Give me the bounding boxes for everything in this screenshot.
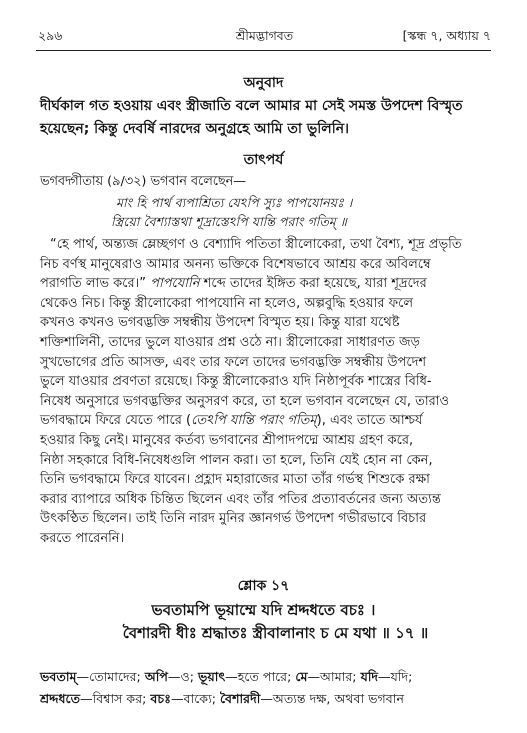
word-meaning: —ও; bbox=[167, 669, 198, 684]
synonyms-line bbox=[40, 688, 489, 710]
gita-verse-line: স্ত্রিয়ো বৈশ্যাস্তথা শূদ্রাস্তেঽপি যান্তি পরাং গতিম্ ॥ bbox=[111, 214, 347, 229]
sloka-verse bbox=[0, 599, 527, 645]
synonyms-line bbox=[40, 666, 489, 688]
purport-emphasis: পাপযোনি bbox=[150, 276, 200, 292]
word-meaning: —অত্যন্ত দক্ষ, অথবা ভগবান bbox=[260, 691, 404, 706]
word-meaning: —বিশ্বাস কর; bbox=[80, 691, 151, 706]
purport-line: সুখভোগের প্রতি আসক্ত, এবং তার ফলে তাদের ভগবদ্ভক্তি সম্বন্ধীয় উপদেশ bbox=[40, 354, 427, 370]
purport-line: থেকেও নিচ। কিন্তু স্ত্রীলোকেরা পাপযোনি না হলেও, অল্পবুদ্ধি হওয়ার ফলে bbox=[40, 295, 414, 311]
purport-line: “হে পার্থ, অন্ত্যজ ম্লেচ্ছগণ ও বেশ্যাদি পতিতা স্ত্রীলোকেরা, তথা বৈশ্য, শূদ্র প্রভৃতি bbox=[50, 237, 462, 252]
gita-verse-line: মাং হি পার্থ ব্যপাশ্রিত্য যেঽপি স্যুঃ পাপযোনয়ঃ । bbox=[116, 195, 353, 210]
sanskrit-word: ভূয়াৎ bbox=[197, 669, 226, 684]
purport-line: উৎকণ্ঠিত ছিলেন। তাই তিনি নারদ মুনির জ্ঞানগর্ভ উপদেশ গভীরভাবে বিচার bbox=[40, 511, 427, 527]
purport-paragraph bbox=[40, 235, 489, 549]
sanskrit-word: শ্রদ্দধতে bbox=[40, 691, 81, 706]
purport-line: কখনও কখনও ভগবদ্ভক্তি সম্বন্ধীয় উপদেশ বিস্মৃত হয়। কিন্তু যারা যথেষ্ট bbox=[40, 315, 400, 331]
header-rule bbox=[36, 50, 491, 51]
purport-text: পরাগতি লাভ করে।” bbox=[40, 276, 151, 292]
translation-heading: অনুবাদ bbox=[243, 75, 284, 91]
purport-line: করার ব্যাপারে অধিক চিন্তিত ছিলেন এবং তাঁর পতির প্রত্যাবর্তনের জন্য অত্যন্ত bbox=[40, 491, 441, 507]
sanskrit-word: বচঃ bbox=[150, 691, 171, 706]
sanskrit-word: যদি bbox=[360, 669, 379, 684]
purport-line: হওয়ার কিছু নেই। মানুষের কর্তব্য ভগবানের শ্রীপাদপদ্মে আশ্রয় গ্রহণ করে, bbox=[40, 432, 414, 448]
purport-line: নিষ্ঠা সহকারে বিধি-নিষেধগুলি পালন করা। তা হলে, তিনি যেই হোন না কেন, bbox=[40, 452, 433, 468]
sloka-line: ভবতামপি ভূয়াম্মে যদি শ্রদ্দধতে বচঃ । bbox=[151, 601, 376, 619]
purport-emphasis: তেঽপি যান্তি পরাং গতিম্ bbox=[191, 413, 317, 429]
purport-text: ), এবং তাতে আশ্চর্য bbox=[316, 413, 423, 429]
purport-line: ভুলে যাওয়ার প্রবণতা রয়েছে। কিন্তু স্ত্রীলোকেরাও যদি নিষ্ঠাপূর্বক শাস্ত্রের বিধি- bbox=[40, 374, 432, 390]
chapter-reference: [স্কন্ধ ৭, অধ্যায় ৭ bbox=[402, 28, 491, 43]
purport-text: শব্দে তাদের ইঙ্গিত করা হয়েছে, যারা শূদ্রদের bbox=[199, 276, 427, 292]
word-meaning: —যদি; bbox=[378, 669, 413, 684]
purport-heading: তাৎপর্য bbox=[243, 152, 284, 168]
word-meaning: —আমার; bbox=[307, 669, 361, 684]
translation-text bbox=[40, 95, 489, 141]
sanskrit-word: ভবতাম্ bbox=[40, 669, 77, 684]
sanskrit-word: বৈশারদী bbox=[219, 691, 261, 706]
word-meaning: —বাক্যে; bbox=[170, 691, 220, 706]
sanskrit-word: অপি bbox=[144, 669, 168, 684]
purport-intro bbox=[40, 172, 489, 192]
purport-line: নিচ বর্ণস্থ মানুষেরাও আমার অনন্য ভক্তিকে বিশেষভাবে আশ্রয় করে অবিলম্বে bbox=[40, 256, 431, 272]
book-title: শ্রীমদ্ভাগবত bbox=[235, 28, 294, 43]
purport-line: শক্তিশালিনী, তাদের ভুলে যাওয়ার প্রশ্ন ওঠে না। স্ত্রীলোকেরা সাধারণত জড় bbox=[40, 334, 420, 350]
purport-line: করতে পারেননি। bbox=[40, 530, 125, 546]
page-header bbox=[38, 28, 491, 48]
translation-line: দীর্ঘকাল গত হওয়ায় এবং স্ত্রীজাতি বলে আমার মা সেই সমস্ত উপদেশ বিস্মৃত bbox=[40, 98, 463, 114]
sanskrit-word: মে bbox=[295, 669, 308, 684]
purport-line bbox=[40, 411, 489, 431]
synonyms bbox=[40, 666, 489, 710]
sloka-line: বৈশারদী ধীঃ শ্রদ্ধাতঃ স্ত্রীবালানাং চ মে যথা ॥ ১৭ ॥ bbox=[122, 624, 429, 642]
purport-line: তিনি ভগবদ্ধামে ফিরে যাবেন। প্রহ্লাদ মহারাজের মাতা তাঁর গর্ভস্থ শিশুকে রক্ষা bbox=[40, 472, 430, 488]
purport-line: নিষেধ অনুসারে ভগবদ্ভক্তির অনুসরণ করে, তা হলে ভগবান বলেছেন যে, তারাও bbox=[40, 393, 450, 409]
page-number: ২৯৬ bbox=[38, 28, 63, 43]
word-meaning: —তোমাদের; bbox=[76, 669, 145, 684]
sloka-heading: শ্লোক ১৭ bbox=[237, 578, 290, 594]
purport-text: ভগবদ্ধামে ফিরে যেতে পারে ( bbox=[40, 413, 192, 429]
intro-text: ভগবান বলেছেন— bbox=[146, 174, 247, 189]
gita-reference: ভগবদ্গীতায় (৯/৩২) bbox=[40, 174, 147, 189]
word-meaning: —হতে পারে; bbox=[225, 669, 296, 684]
purport-line bbox=[40, 274, 489, 294]
translation-line: হয়েছেন; কিন্তু দেবর্ষি নারদের অনুগ্রহে আমি তা ভুলিনি। bbox=[40, 121, 350, 137]
